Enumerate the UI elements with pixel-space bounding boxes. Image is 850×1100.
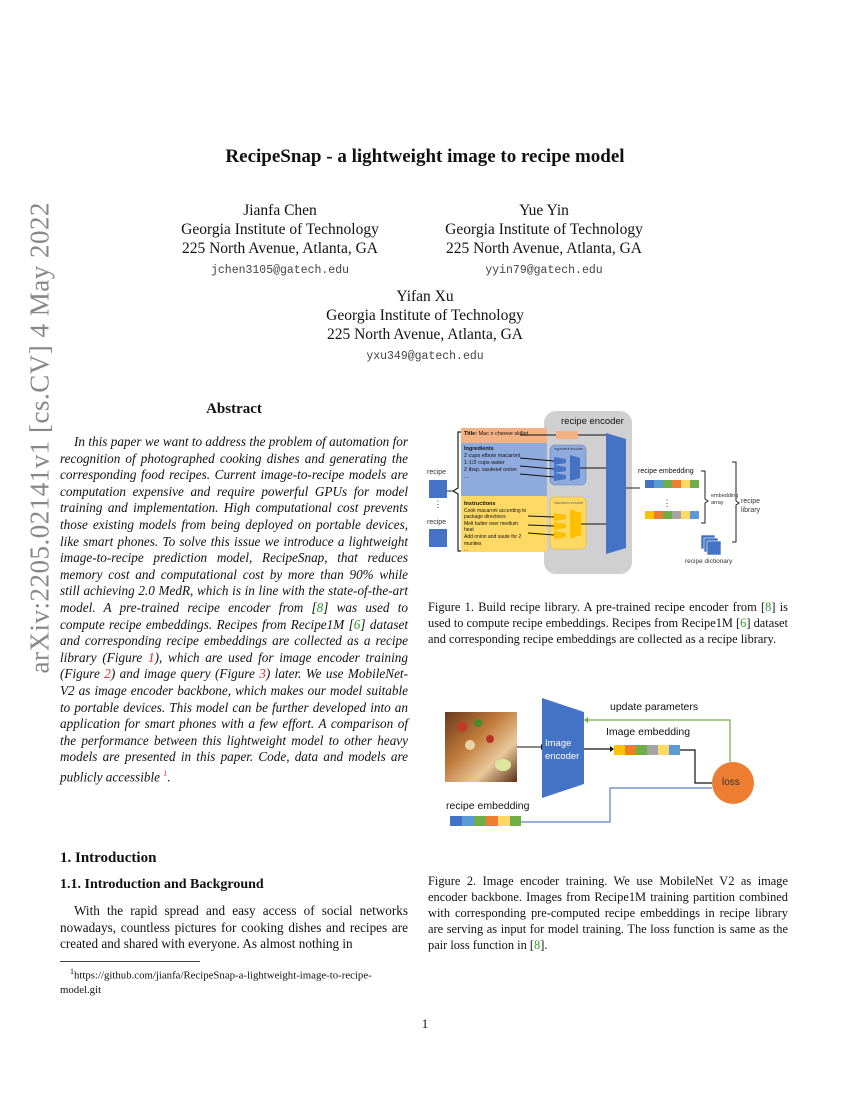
arxiv-stamp: arXiv:2205.02141v1 [cs.CV] 4 May 2022 — [24, 202, 55, 674]
update-parameters-label: update parameters — [610, 701, 699, 713]
abstract-text: ) later. We use MobileNet-V2 as image encoder backbone, which makes our model suitable to portable devices. This model can be further developed into an application for smart phones with a few effort. A comparison of the performance between this lightweight model to other heavy models are presented in this paper. Code, data and models are publicly accessible — [60, 666, 408, 785]
instruction-encoder-label: instruction encoder — [554, 501, 584, 505]
figure-ref-link[interactable]: 2 — [104, 666, 111, 682]
instructions-list: Instructions Cook macaroni according to package directions Melt butter over medium heat Add onion and saute for 2 munites ... — [464, 501, 527, 554]
figure-2-caption: Figure 2. Image encoder training. We use MobileNet V2 as image encoder backbone. Images from Recipe1M training partition combined with corresponding pre-computed recipe embeddings in recipe library are serving as input for model training. The loss function is same as the pair loss function in [8]. — [428, 874, 788, 952]
abstract-body: In this paper we want to address the problem of automation for recognition of photographed cooking dishes and generating the corresponding food recipes. Current image-to-recipe models are computation expensive and require powerful GPUs for model training and implementation. High computational cost prevents those existing models from being deployed on portable devices, like smart phones. To solve this issue we introduce a lightweight image-to-recipe prediction model, RecipeSnap, that reduces memory cost and computational cost by more than 90% while still achieving 2.0 MedR, which is in line with the state-of-the-art model. A pre-trained recipe encoder from [8] was used to compute recipe embeddings. Recipes from Recipe1M [6] dataset and corresponding recipe embeddings are collected as a recipe library (Figure 1), which are used for image encoder training (Figure 2) and image query (Figure 3) later. We use MobileNet-V2 as image encoder backbone, which makes our model suitable to portable devices. This model can be further developed into an application for smart phones with a few effort. A comparison of the performance between this lightweight model to other heavy models are presented in this paper. Code, data and models are publicly accessible $^1$. — [60, 434, 408, 785]
image-encoder-label: Image encoder — [545, 738, 580, 762]
author-affiliation: Georgia Institute of Technology — [326, 307, 524, 324]
recipe-embedding-label: recipe embedding — [446, 800, 530, 812]
svg-text:⋮: ⋮ — [662, 498, 672, 508]
author-name: Yue Yin — [519, 202, 569, 219]
recipe-square-icon — [429, 529, 447, 547]
title-field: Title: Mac n cheese skillet — [464, 431, 529, 437]
abstract-text: ) and image query (Figure — [110, 666, 260, 682]
ingredient-encoder-label: ingredient encoder — [554, 447, 583, 451]
embedding-bar-bottom — [645, 511, 699, 519]
author-email[interactable]: yxu349@gatech.edu — [366, 350, 484, 363]
abstract-heading: Abstract — [206, 401, 262, 417]
author-block-3 — [293, 287, 557, 366]
embedding-bar-top — [645, 480, 699, 488]
abstract-text: ), which are used for image encoder training (Figure — [60, 649, 408, 682]
subsection-heading: 1.1. Introduction and Background — [60, 877, 264, 892]
author-address: 225 North Avenue, Atlanta, GA — [445, 240, 642, 257]
ingredients-list: Ingredients 2 cups elbow macaroni 1-1/2 cups water 2 tbsp. sauteed onion ... — [464, 446, 521, 480]
figure-ref-link[interactable]: 3 — [259, 666, 266, 682]
footnote-url-link[interactable]: https://github.com/jianfa/RecipeSnap-a-lightweight-image-to-recipe-model.git — [60, 969, 372, 996]
footnote-rule — [60, 961, 200, 962]
author-affiliation: Georgia Institute of Technology — [445, 221, 643, 238]
abstract-text: . — [167, 769, 171, 785]
figure-1-caption: Figure 1. Build recipe library. A pre-trained recipe encoder from [8] is used to compute recipe embeddings. Recipes from Recipe1M [6] dataset and corresponding recipe embeddings are collected as a recipe library. — [428, 600, 788, 646]
author-email[interactable]: jchen3105@gatech.edu — [210, 264, 350, 277]
author-block-1 — [160, 201, 400, 280]
footnote — [60, 965, 408, 997]
section-heading: 1. Introduction — [60, 850, 157, 866]
abstract-text: was used to compute recipe embeddings. Recipes from Recipe1M — [60, 599, 408, 632]
citation-link[interactable]: 8 — [765, 600, 772, 614]
svg-text:⋮: ⋮ — [433, 499, 443, 509]
figure-2 — [440, 695, 780, 830]
figure-1 — [420, 405, 800, 580]
citation-link[interactable]: 6 — [740, 616, 747, 630]
footnote-mark: 1 — [70, 967, 74, 976]
author-name: Jianfa Chen — [243, 202, 317, 219]
author-affiliation: Georgia Institute of Technology — [181, 221, 379, 238]
footnote-ref-link[interactable]: 1 — [163, 768, 168, 778]
abstract-text: dataset and corresponding recipe embeddings are collected as a recipe library (Figure — [60, 616, 408, 665]
embedding-array-label: embedding array — [711, 493, 739, 506]
recipe-dictionary-label: recipe dictionary — [685, 558, 733, 565]
figure-ref-link[interactable]: 1 — [147, 649, 155, 665]
paper-title: RecipeSnap - a lightweight image to recipe model — [225, 146, 625, 167]
recipe-library-label: recipe library — [741, 498, 761, 514]
recipe-label: recipe — [427, 519, 447, 526]
citation-link[interactable]: 8 — [316, 599, 324, 615]
recipe-encoder-label: recipe encoder — [561, 416, 624, 427]
recipe-encoder-shape — [606, 433, 626, 554]
author-name: Yifan Xu — [396, 288, 454, 305]
author-block-2 — [424, 201, 664, 280]
abstract-text: In this paper we want to address the problem of automation for recognition of photographed cooking dishes and generating the corresponding food recipes. Current image-to-recipe models are computation expensive and require powerful GPUs for model training and implementation. High computational cost prevents those existing models from being deployed on portable devices, like smart phones. To solve this issue we introduce a lightweight image-to-recipe prediction model, RecipeSnap, that reduces memory cost and computational cost by more than 90% while still achieving 2.0 MedR, which is in line with the state-of-the-art model. A pre-trained recipe encoder from — [60, 434, 408, 615]
image-embedding-label: Image embedding — [606, 726, 691, 738]
recipe-label: recipe — [427, 469, 447, 476]
page-number: 1 — [421, 1016, 429, 1031]
recipe-square-icon — [429, 480, 447, 498]
citation-link[interactable]: 8 — [534, 938, 541, 952]
intro-paragraph: With the rapid spread and easy access of social networks nowadays, countless pictures for cooking dishes and recipes are created and shared with everyone. As almost nothing in — [60, 903, 408, 952]
citation-link[interactable]: 6 — [353, 616, 361, 632]
author-address: 225 North Avenue, Atlanta, GA — [181, 240, 378, 257]
recipe-embedding-label: recipe embedding — [638, 468, 694, 475]
loss-label: loss — [722, 777, 740, 788]
author-address: 225 North Avenue, Atlanta, GA — [326, 326, 523, 343]
author-email[interactable]: yyin79@gatech.edu — [485, 264, 603, 277]
